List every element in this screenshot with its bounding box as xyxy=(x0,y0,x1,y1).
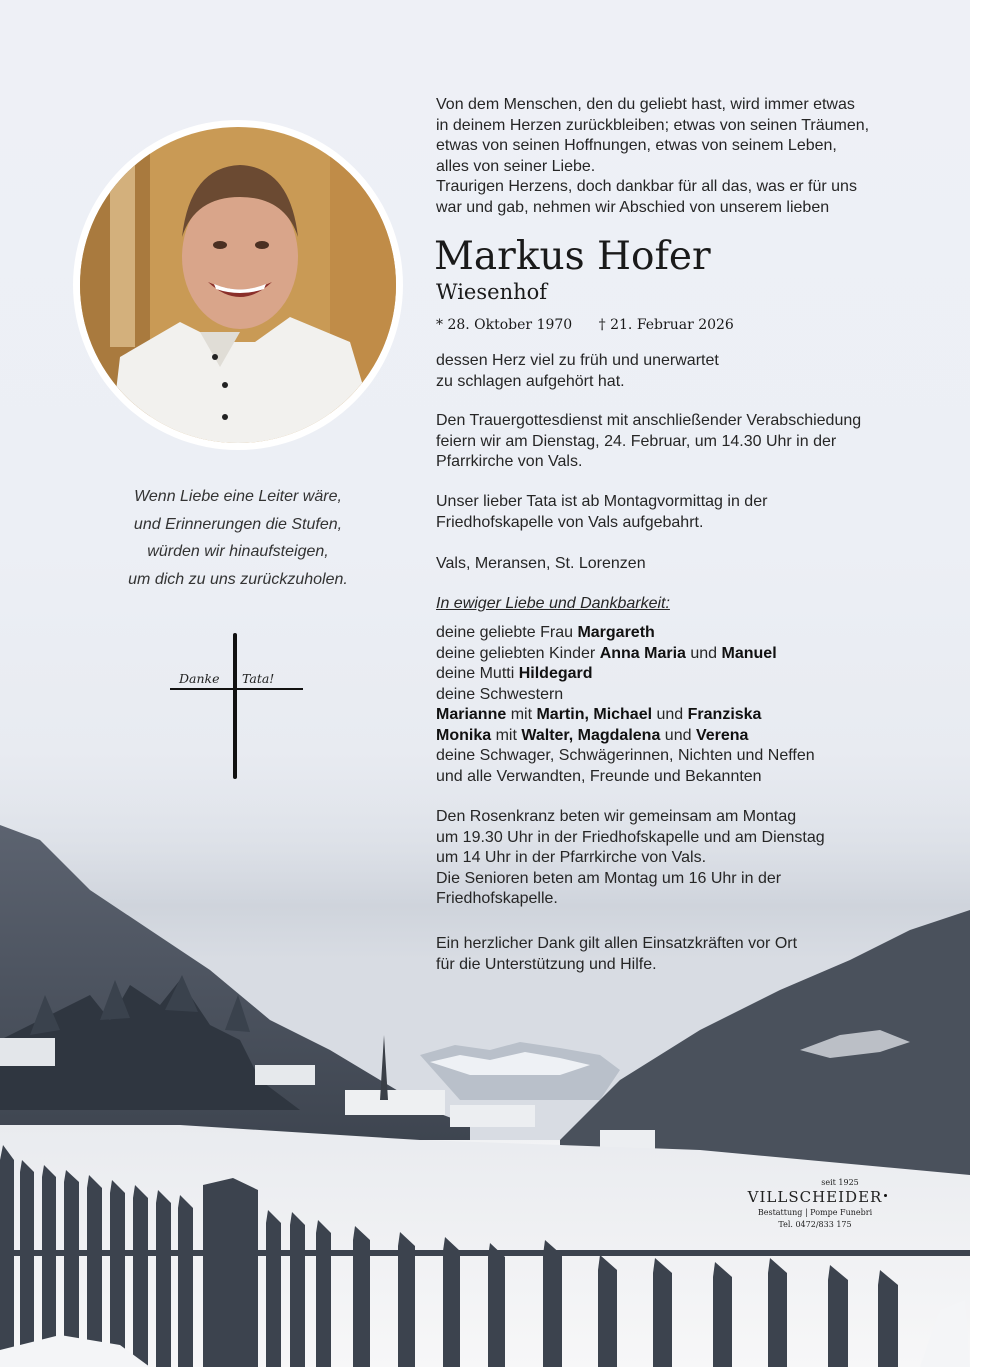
family-text: deine Mutti xyxy=(436,665,519,682)
logo-since: seit 1925 xyxy=(821,1178,859,1187)
family-line xyxy=(436,705,956,726)
text-line: Friedhofskapelle. xyxy=(436,890,558,907)
cross-text-left: Danke xyxy=(179,671,220,686)
text-line: um 19.30 Uhr in der Friedhofskapelle und am Dienstag xyxy=(436,828,825,846)
family-line xyxy=(436,664,956,685)
logo-phone: Tel. 0472/833 175 xyxy=(778,1220,852,1229)
family-line xyxy=(436,746,956,767)
life-dates xyxy=(436,317,734,333)
family-member-name: Verena xyxy=(695,726,749,744)
family-text: deine Schwestern xyxy=(436,685,564,703)
cross-symbol xyxy=(165,633,310,783)
family-text: mit xyxy=(491,726,522,744)
text-line: Den Trauergottesdienst mit anschließender Verabschiedung xyxy=(436,412,862,429)
family-text: deine geliebte Frau xyxy=(436,624,578,641)
family-line xyxy=(436,726,956,747)
family-list xyxy=(436,623,956,787)
family-member-name: Monika xyxy=(436,726,492,744)
paragraph-thanks xyxy=(436,934,956,975)
text-line: Friedhofskapelle von Vals aufgebahrt. xyxy=(436,513,704,531)
cross-text-right: Tata! xyxy=(242,671,275,686)
cross-horizontal-bar xyxy=(170,688,303,690)
paragraph-service xyxy=(436,411,956,473)
intro-paragraph xyxy=(436,95,956,218)
paragraph-rosary xyxy=(436,807,956,910)
text-line: Den Rosenkranz beten wir gemeinsam am Montag xyxy=(436,808,797,825)
intro-line: alles von seiner Liebe. xyxy=(436,157,596,175)
cross-vertical-bar xyxy=(233,633,237,779)
intro-line: war und gab, nehmen wir Abschied von unserem lieben xyxy=(436,198,830,216)
page-margin xyxy=(970,0,982,1367)
places-line xyxy=(436,554,956,575)
family-line xyxy=(436,623,956,644)
family-member-name: Hildegard xyxy=(518,665,593,682)
intro-line: in deinem Herzen zurückbleiben; etwas von seinen Träumen, xyxy=(436,116,870,134)
logo-services: Bestattung | Pompe Funebri xyxy=(757,1208,873,1217)
memorial-quote xyxy=(60,483,416,593)
birth-date: * 28. Oktober 1970 xyxy=(436,317,573,333)
family-member-name: Manuel xyxy=(721,644,777,662)
intro-line: Von dem Menschen, den du geliebt hast, wird immer etwas xyxy=(436,96,855,113)
text-line: In ewiger Liebe und Dankbarkeit: xyxy=(436,595,670,612)
intro-line: Traurigen Herzens, doch dankbar für all das, was er für uns xyxy=(436,178,857,195)
family-line xyxy=(436,767,956,788)
deceased-name: Markus Hofer xyxy=(434,234,711,279)
portrait-photo xyxy=(80,127,396,443)
text-line: dessen Herz viel zu früh und unerwartet xyxy=(436,352,719,369)
family-text: deine Schwager, Schwägerinnen, Nichten und Neffen xyxy=(436,747,815,764)
quote-line: und Erinnerungen die Stufen, xyxy=(133,515,343,533)
family-member-name: Martin, Michael xyxy=(536,706,653,723)
text-line: für die Unterstützung und Hilfe. xyxy=(436,955,657,973)
farm-name: Wiesenhof xyxy=(436,280,548,304)
quote-line: würden wir hinaufsteigen, xyxy=(147,543,329,560)
family-text: mit xyxy=(506,706,537,723)
family-member-name: Anna Maria xyxy=(599,644,686,662)
family-text: und alle Verwandten, Freunde und Bekannten xyxy=(436,767,762,785)
logo-dot xyxy=(884,1194,887,1197)
family-line xyxy=(436,644,956,665)
paragraph-heart xyxy=(436,351,956,392)
family-text: und xyxy=(660,726,696,744)
mourners-heading xyxy=(436,594,956,615)
family-text: und xyxy=(685,644,722,662)
family-line xyxy=(436,685,956,706)
family-member-name: Walter, Magdalena xyxy=(521,726,661,744)
funeral-home-logo xyxy=(740,1178,890,1229)
family-member-name: Margareth xyxy=(577,624,655,641)
text-line: Die Senioren beten am Montag um 16 Uhr in der xyxy=(436,869,782,887)
text-line: feiern wir am Dienstag, 24. Februar, um 14.30 Uhr in der xyxy=(436,432,837,450)
family-text: deine geliebten Kinder xyxy=(436,644,600,662)
paragraph-viewing xyxy=(436,492,956,533)
intro-line: etwas von seinen Hoffnungen, etwas von seinem Leben, xyxy=(436,137,837,154)
logo-brand: VILLSCHEIDER xyxy=(747,1188,883,1206)
family-member-name: Franziska xyxy=(687,706,762,723)
text-line: Pfarrkirche von Vals. xyxy=(436,453,583,470)
text-line: zu schlagen aufgehört hat. xyxy=(436,372,625,390)
text-line: um 14 Uhr in der Pfarrkirche von Vals. xyxy=(436,849,707,866)
family-member-name: Marianne xyxy=(436,706,507,723)
text-line: Ein herzlicher Dank gilt allen Einsatzkräften vor Ort xyxy=(436,935,798,952)
quote-line: Wenn Liebe eine Leiter wäre, xyxy=(134,488,342,505)
quote-line: um dich zu uns zurückzuholen. xyxy=(128,570,348,588)
text-line: Unser lieber Tata ist ab Montagvormittag in der xyxy=(436,493,768,510)
death-date: † 21. Februar 2026 xyxy=(598,317,734,333)
family-text: und xyxy=(652,706,688,723)
text-line: Vals, Meransen, St. Lorenzen xyxy=(436,555,646,572)
